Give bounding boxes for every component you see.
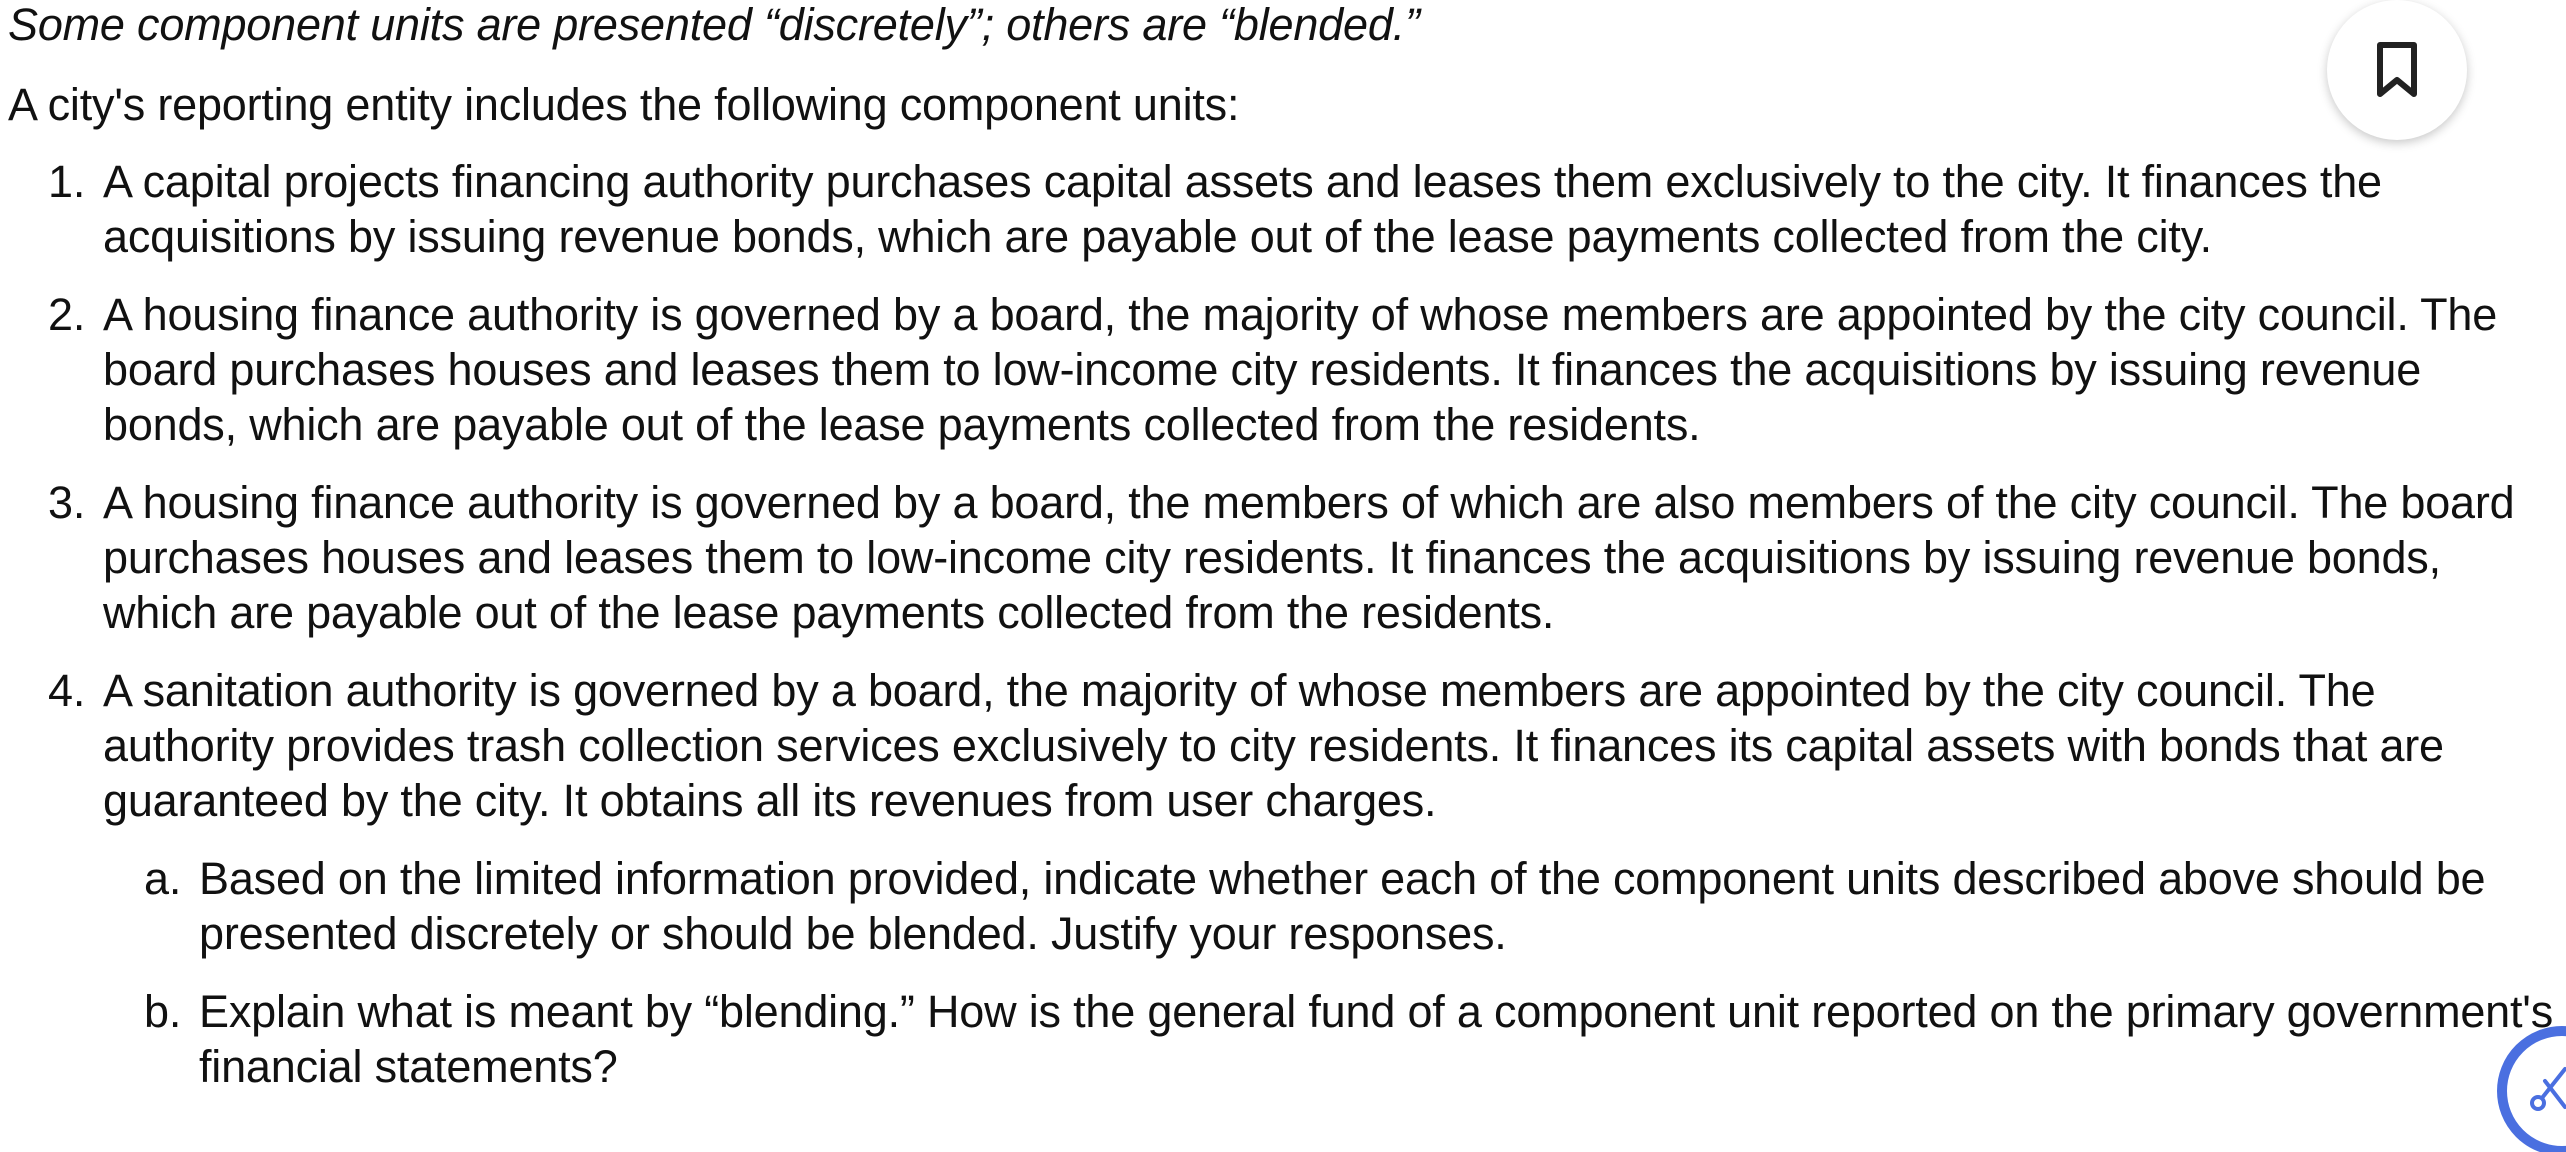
question-list	[8, 851, 2556, 1094]
item-text: A capital projects financing authority purchases capital assets and leases them exclusively to the city. It finances the acquisitions by issuing revenue bonds, which are payable out of the lease payments collected from the city.	[103, 156, 2382, 262]
scissors-icon	[2529, 1061, 2566, 1121]
item-number: 2.	[48, 289, 86, 340]
item-text: A housing finance authority is governed by a board, the members of which are also members of the city council. The board purchases houses and leases them to low-income city residents. It finances the acquisitions by issuing revenue bonds, which are payable out of the lease payments collected from the residents.	[103, 477, 2515, 638]
intro-text: A city's reporting entity includes the following component units:	[8, 79, 1240, 130]
item-number: 1.	[48, 156, 86, 207]
question-item	[8, 984, 2556, 1094]
list-item	[8, 287, 2556, 452]
question-text: Based on the limited information provided, indicate whether each of the component units described above should be presented discretely or should be blended. Justify your responses.	[199, 853, 2486, 959]
list-item	[8, 154, 2556, 264]
item-number: 4.	[48, 665, 86, 716]
list-item	[8, 475, 2556, 640]
document-content	[8, 0, 2556, 1117]
item-text: A housing finance authority is governed by a board, the majority of whose members are appointed by the city council. The board purchases houses and leases them to low-income city residents. It finances the acquisitions by issuing revenue bonds, which are payable out of the lease payments collected from the residents.	[103, 289, 2498, 450]
component-unit-list	[8, 154, 2556, 828]
item-text: A sanitation authority is governed by a board, the majority of whose members are appointed by the city council. The authority provides trash collection services exclusively to city residents. It finances its capital assets with bonds that are guaranteed by the city. It obtains all its revenues from user charges.	[103, 665, 2444, 826]
list-item	[8, 663, 2556, 828]
question-text: Explain what is meant by “blending.” How is the general fund of a component unit reported on the primary government's financial statements?	[199, 986, 2553, 1092]
question-item	[8, 851, 2556, 961]
question-letter: b.	[144, 986, 182, 1037]
bookmark-icon	[2375, 41, 2419, 99]
bookmark-button[interactable]	[2327, 0, 2467, 140]
question-letter: a.	[144, 853, 182, 904]
item-number: 3.	[48, 477, 86, 528]
subtitle: Some component units are presented “discretely”; others are “blended.”	[8, 0, 1420, 50]
